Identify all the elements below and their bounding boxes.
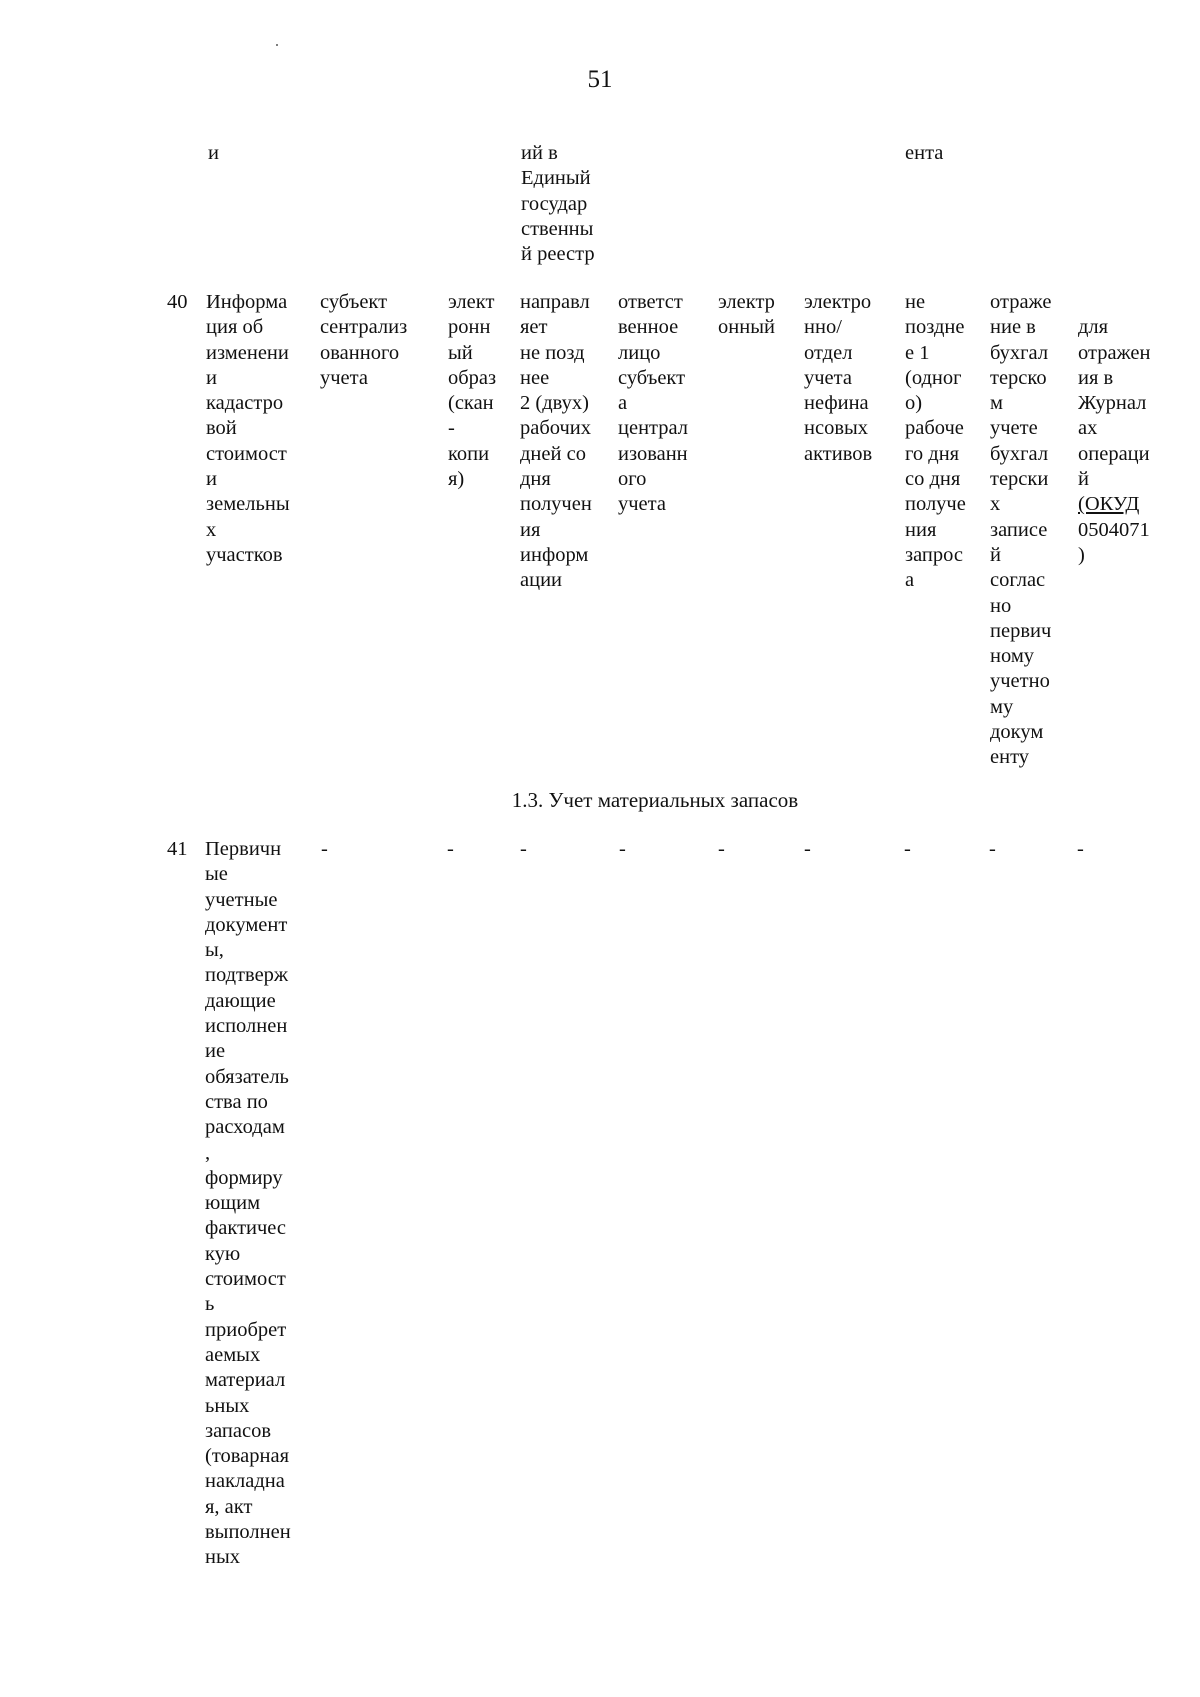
row-41-name-cell: Первичн ые учетные документ ы, подтверж дающие исполнен ие обязатель ства по расходам , формиру ющим фактичес кую стоимост ь приобрет аемых материал ьных запасов (товарная накладна я, акт выполнен ных xyxy=(205,838,291,1569)
row-41-recipient-dash: - xyxy=(804,838,811,860)
row-40-procedure-cell: направл яет не позд нее 2 (двух) рабочих дней со дня получен ия информ ации xyxy=(520,291,592,592)
row-41-transfer-dash: - xyxy=(718,838,725,860)
continuation-name-cell: и xyxy=(208,142,219,164)
row-41-deadline-dash: - xyxy=(904,838,911,860)
row-41-action-dash: - xyxy=(989,838,996,860)
row-40-deadline-cell: не поздне е 1 (одног о) рабоче го дня со дня получе ния запрос а xyxy=(905,291,966,592)
row-41-creator-dash: - xyxy=(321,838,328,860)
row-41-responsible-dash: - xyxy=(619,838,626,860)
okud-reference: (ОКУД xyxy=(1078,493,1140,516)
speck-mark xyxy=(276,44,278,46)
row-40-number: 40 xyxy=(167,291,188,313)
row-40-transfer-cell: электр онный xyxy=(718,291,775,339)
row-40-recipient-cell: электро нно/ отдел учета нефина нсовых активов xyxy=(804,291,873,465)
continuation-procedure-cell: ий в Единый государ ственны й реестр xyxy=(521,142,595,266)
row-41-format-dash: - xyxy=(447,838,454,860)
continuation-term-cell: ента xyxy=(905,142,944,164)
row-41-procedure-dash: - xyxy=(520,838,527,860)
row-40-purpose-code: 0504071 ) xyxy=(1078,518,1150,566)
row-41-purpose-dash: - xyxy=(1077,838,1084,860)
page-number: 51 xyxy=(587,66,613,93)
row-40-purpose-text: для отражен ия в Журнал ах операци й xyxy=(1078,316,1151,491)
row-40-purpose-cell xyxy=(1078,290,1151,568)
row-40-creator-cell: субъект cентрализ ованного учета xyxy=(320,291,408,389)
row-40-name-cell: Информа ция об изменени и кадастро вой стоимост и земельны х участков xyxy=(206,291,290,566)
section-heading: 1.3. Учет материальных запасов xyxy=(511,788,799,812)
row-40-action-cell: отраже ние в бухгал терско м учете бухгал терски х записе й соглас но первич ному учетно му докум енту xyxy=(990,291,1052,769)
row-40-format-cell: элект ронн ый образ (скан - копи я) xyxy=(448,291,497,491)
row-41-number: 41 xyxy=(167,838,188,860)
row-40-responsible-cell: ответст венное лицо субъект а централ изованн ого учета xyxy=(618,291,689,516)
